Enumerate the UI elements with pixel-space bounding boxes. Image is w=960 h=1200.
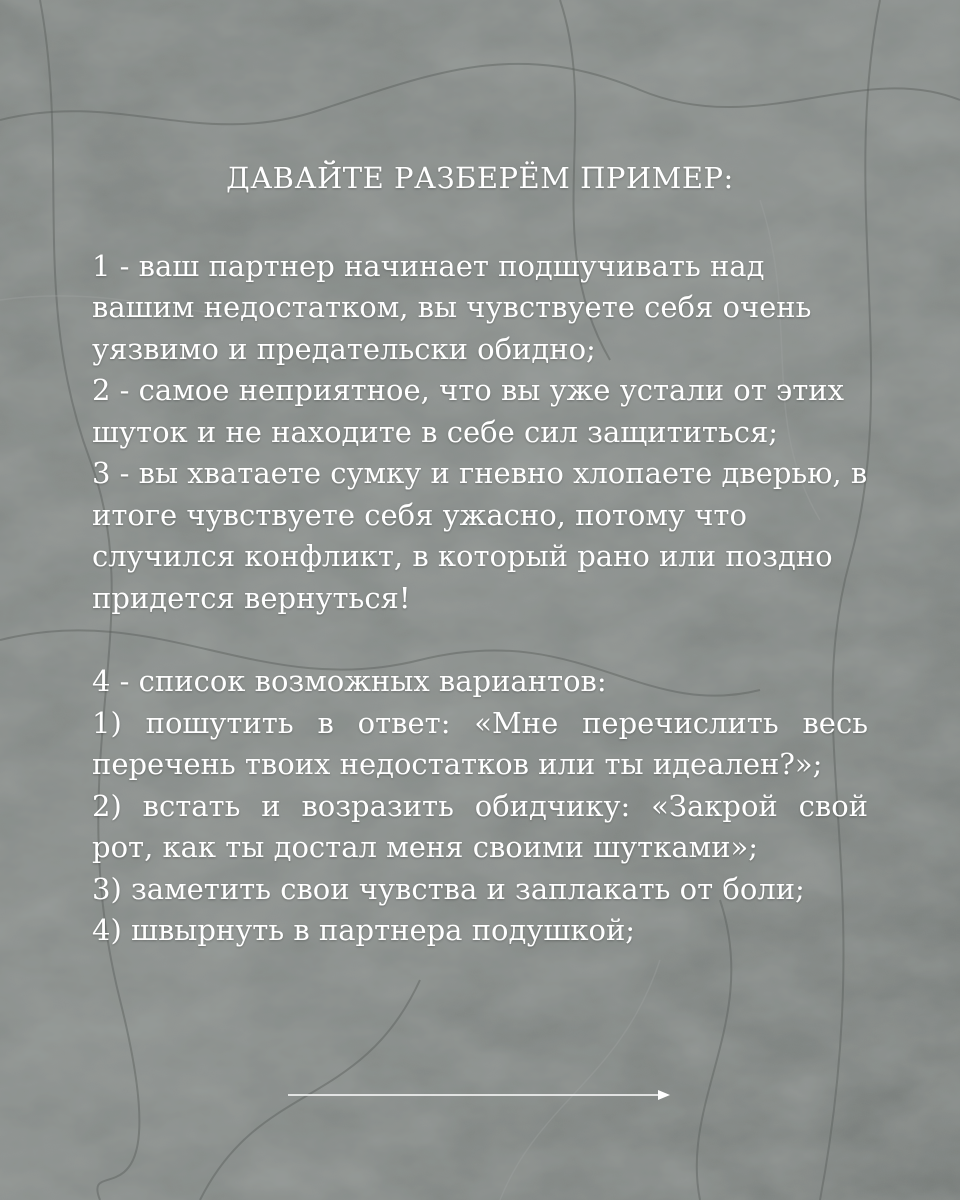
options-list	[92, 661, 868, 952]
option-item-1: 1) пошутить в ответ: «Мне перечислить весь перечень твоих недостатков или ты идеален?»;	[92, 705, 868, 782]
step-item-3: 3 - вы хватаете сумку и гневно хлопаете дверью, в итоге чувствуете себя ужасно, потому что случился конфликт, в который рано или поздно придется вернуться!	[92, 456, 868, 615]
right-arrow-icon[interactable]	[288, 1088, 672, 1102]
option-item-3: 3) заметить свои чувства и заплакать от боли;	[92, 871, 805, 906]
steps-list	[92, 246, 868, 620]
step-item-2: 2 - самое неприятное, что вы уже устали от этих шуток и не находите в себе сил защититься;	[92, 373, 844, 449]
text-content	[92, 160, 868, 952]
step-item-1: 1 - ваш партнер начинает подшучивать над вашим недостатком, вы чувствуете себя очень уязвимо и предательски обидно;	[92, 248, 812, 366]
page-title: ДАВАЙТЕ РАЗБЕРЁМ ПРИМЕР:	[226, 161, 734, 195]
section-gap	[92, 619, 868, 661]
option-item-2: 2) встать и возразить обидчику: «Закрой свой рот, как ты достал меня своими шутками»;	[92, 788, 868, 865]
option-item-4: 4) швырнуть в партнера подушкой;	[92, 913, 636, 948]
options-intro: 4 - список возможных вариантов:	[92, 664, 607, 699]
